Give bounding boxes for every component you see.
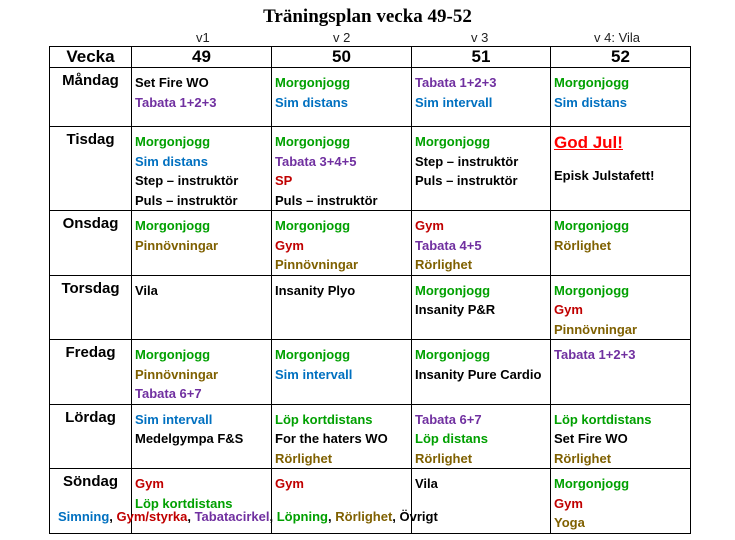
activity-item: Set Fire WO <box>554 431 628 446</box>
day-label: Torsdag <box>50 275 132 340</box>
activity-item: Pinnövningar <box>135 366 219 382</box>
legend-separator: , <box>392 509 400 524</box>
schedule-cell <box>272 404 412 469</box>
activity-item: Morgonjogg <box>135 134 211 149</box>
legend-item: Löpning <box>276 509 328 524</box>
activity-item: Pinnövningar <box>275 257 359 272</box>
activity-item: Tabata 1+2+3 <box>135 94 217 110</box>
activity-item: Morgonjogg <box>415 282 491 298</box>
activity-item: Tabata 6+7 <box>415 411 482 427</box>
activity-item: Gym <box>135 476 164 491</box>
schedule-cell <box>412 340 551 405</box>
activity-item: Rörlighet <box>415 257 473 272</box>
activity-item: Morgonjogg <box>554 75 630 90</box>
legend-separator: , <box>328 509 336 524</box>
week-label-3: v 3 <box>471 30 489 45</box>
day-label: Söndag <box>50 469 132 534</box>
activity-item: Gym <box>275 476 304 491</box>
activity-item: Löp kortdistans <box>135 495 233 511</box>
legend-item: Övrigt <box>399 509 438 524</box>
legend-item: Gym/styrka <box>116 509 188 524</box>
activity-item: Step – instruktör <box>135 173 239 188</box>
week-number: 49 <box>132 47 272 68</box>
activity-item: Sim distans <box>135 153 208 169</box>
schedule-cell <box>412 404 551 469</box>
activity-item: Puls – instruktör <box>415 173 518 188</box>
activity-item: Puls – instruktör <box>275 192 378 208</box>
activity-item: Rörlighet <box>415 450 473 466</box>
activity-item: Insanity P&R <box>415 302 496 317</box>
activity-item: Morgonjogg <box>415 347 491 362</box>
day-label: Fredag <box>50 340 132 405</box>
training-schedule-table <box>49 46 691 534</box>
day-label: Måndag <box>50 68 132 127</box>
schedule-cell <box>412 275 551 340</box>
schedule-cell <box>132 127 272 211</box>
day-row <box>50 404 691 469</box>
legend-item: Tabatacirkel <box>194 509 270 524</box>
activity-item: Gym <box>554 495 583 511</box>
activity-item: Morgonjogg <box>275 134 351 149</box>
activity-item: Tabata 1+2+3 <box>415 75 497 90</box>
week-label-1: v1 <box>196 30 210 45</box>
day-row <box>50 275 691 340</box>
page-title: Träningsplan vecka 49-52 <box>263 6 472 27</box>
schedule-cell <box>132 211 272 276</box>
schedule-cell <box>132 68 272 127</box>
day-row <box>50 340 691 405</box>
day-row <box>50 211 691 276</box>
activity-item: Medelgympa F&S <box>135 431 244 446</box>
schedule-cell <box>412 127 551 211</box>
day-row <box>50 127 691 211</box>
activity-item: Yoga <box>554 515 585 530</box>
activity-item: SP <box>275 173 293 188</box>
week-number: 52 <box>551 47 691 68</box>
schedule-cell <box>132 340 272 405</box>
activity-item: Morgonjogg <box>415 134 491 149</box>
activity-item: Morgonjogg <box>275 347 351 362</box>
header-row <box>50 47 691 68</box>
activity-item: Sim distans <box>275 94 348 110</box>
activity-item: For the haters WO <box>275 431 388 446</box>
activity-item: Morgonjogg <box>135 347 211 362</box>
week-number: 51 <box>412 47 551 68</box>
activity-item: Pinnövningar <box>554 321 638 337</box>
activity-item: Tabata 4+5 <box>415 237 482 253</box>
day-label: Onsdag <box>50 211 132 276</box>
activity-item: Puls – instruktör <box>135 192 238 208</box>
activity-item: Pinnövningar <box>135 237 219 253</box>
activity-item: Tabata 3+4+5 <box>275 153 357 169</box>
activity-item: Morgonjogg <box>554 476 630 491</box>
activity-item: Morgonjogg <box>275 218 351 233</box>
week-label-2: v 2 <box>333 30 351 45</box>
activity-item: Löp kortdistans <box>275 411 373 427</box>
schedule-cell <box>412 211 551 276</box>
legend-item: Simning <box>58 509 110 524</box>
activity-item: Gym <box>275 237 304 253</box>
legend-separator: , <box>187 509 195 524</box>
schedule-cell <box>132 275 272 340</box>
activity-item: Morgonjogg <box>135 218 211 233</box>
activity-item: Rörlighet <box>554 450 612 466</box>
activity-item: Morgonjogg <box>275 75 351 90</box>
activity-item: Insanity Pure Cardio <box>415 366 542 382</box>
day-row <box>50 68 691 127</box>
schedule-cell <box>272 275 412 340</box>
schedule-cell <box>551 127 691 211</box>
activity-item: Insanity Plyo <box>275 282 356 298</box>
legend-separator: , <box>109 509 117 524</box>
activity-item: Sim intervall <box>135 411 213 427</box>
activity-item: Set Fire WO <box>135 75 209 90</box>
legend-item: Rörlighet <box>335 509 393 524</box>
activity-item: Rörlighet <box>275 450 333 466</box>
activity-item: Rörlighet <box>554 237 612 253</box>
activity-item: Löp kortdistans <box>554 411 652 427</box>
schedule-cell <box>551 68 691 127</box>
activity-item: Sim intervall <box>415 94 493 110</box>
legend-separator: , <box>269 509 277 524</box>
holiday-greeting: God Jul! <box>554 133 623 152</box>
activity-item: Tabata 6+7 <box>135 386 202 401</box>
activity-item: Morgonjogg <box>554 282 630 298</box>
schedule-cell <box>551 469 691 534</box>
activity-item: Vila <box>415 476 438 491</box>
week-number: 50 <box>272 47 412 68</box>
activity-item: Gym <box>554 302 583 317</box>
day-label: Tisdag <box>50 127 132 211</box>
activity-item: Sim distans <box>554 94 627 110</box>
activity-item: Löp distans <box>415 431 488 446</box>
schedule-cell <box>551 340 691 405</box>
week-column-header: Vecka <box>50 47 132 68</box>
activity-item: Tabata 1+2+3 <box>554 347 636 362</box>
activity-item: Sim intervall <box>275 366 353 382</box>
activity-item: Episk Julstafett! <box>554 168 655 183</box>
schedule-cell <box>551 404 691 469</box>
schedule-cell <box>551 275 691 340</box>
schedule-cell <box>132 404 272 469</box>
week-label-4: v 4: Vila <box>594 30 641 45</box>
day-label: Lördag <box>50 404 132 469</box>
color-legend <box>58 509 438 524</box>
schedule-cell <box>551 211 691 276</box>
activity-item: Gym <box>415 218 444 233</box>
schedule-cell <box>412 68 551 127</box>
activity-item: Morgonjogg <box>554 218 630 233</box>
schedule-cell <box>272 127 412 211</box>
schedule-cell <box>272 68 412 127</box>
schedule-cell <box>272 211 412 276</box>
activity-item: Vila <box>135 282 158 298</box>
schedule-cell <box>272 340 412 405</box>
activity-item: Step – instruktör <box>415 153 519 169</box>
